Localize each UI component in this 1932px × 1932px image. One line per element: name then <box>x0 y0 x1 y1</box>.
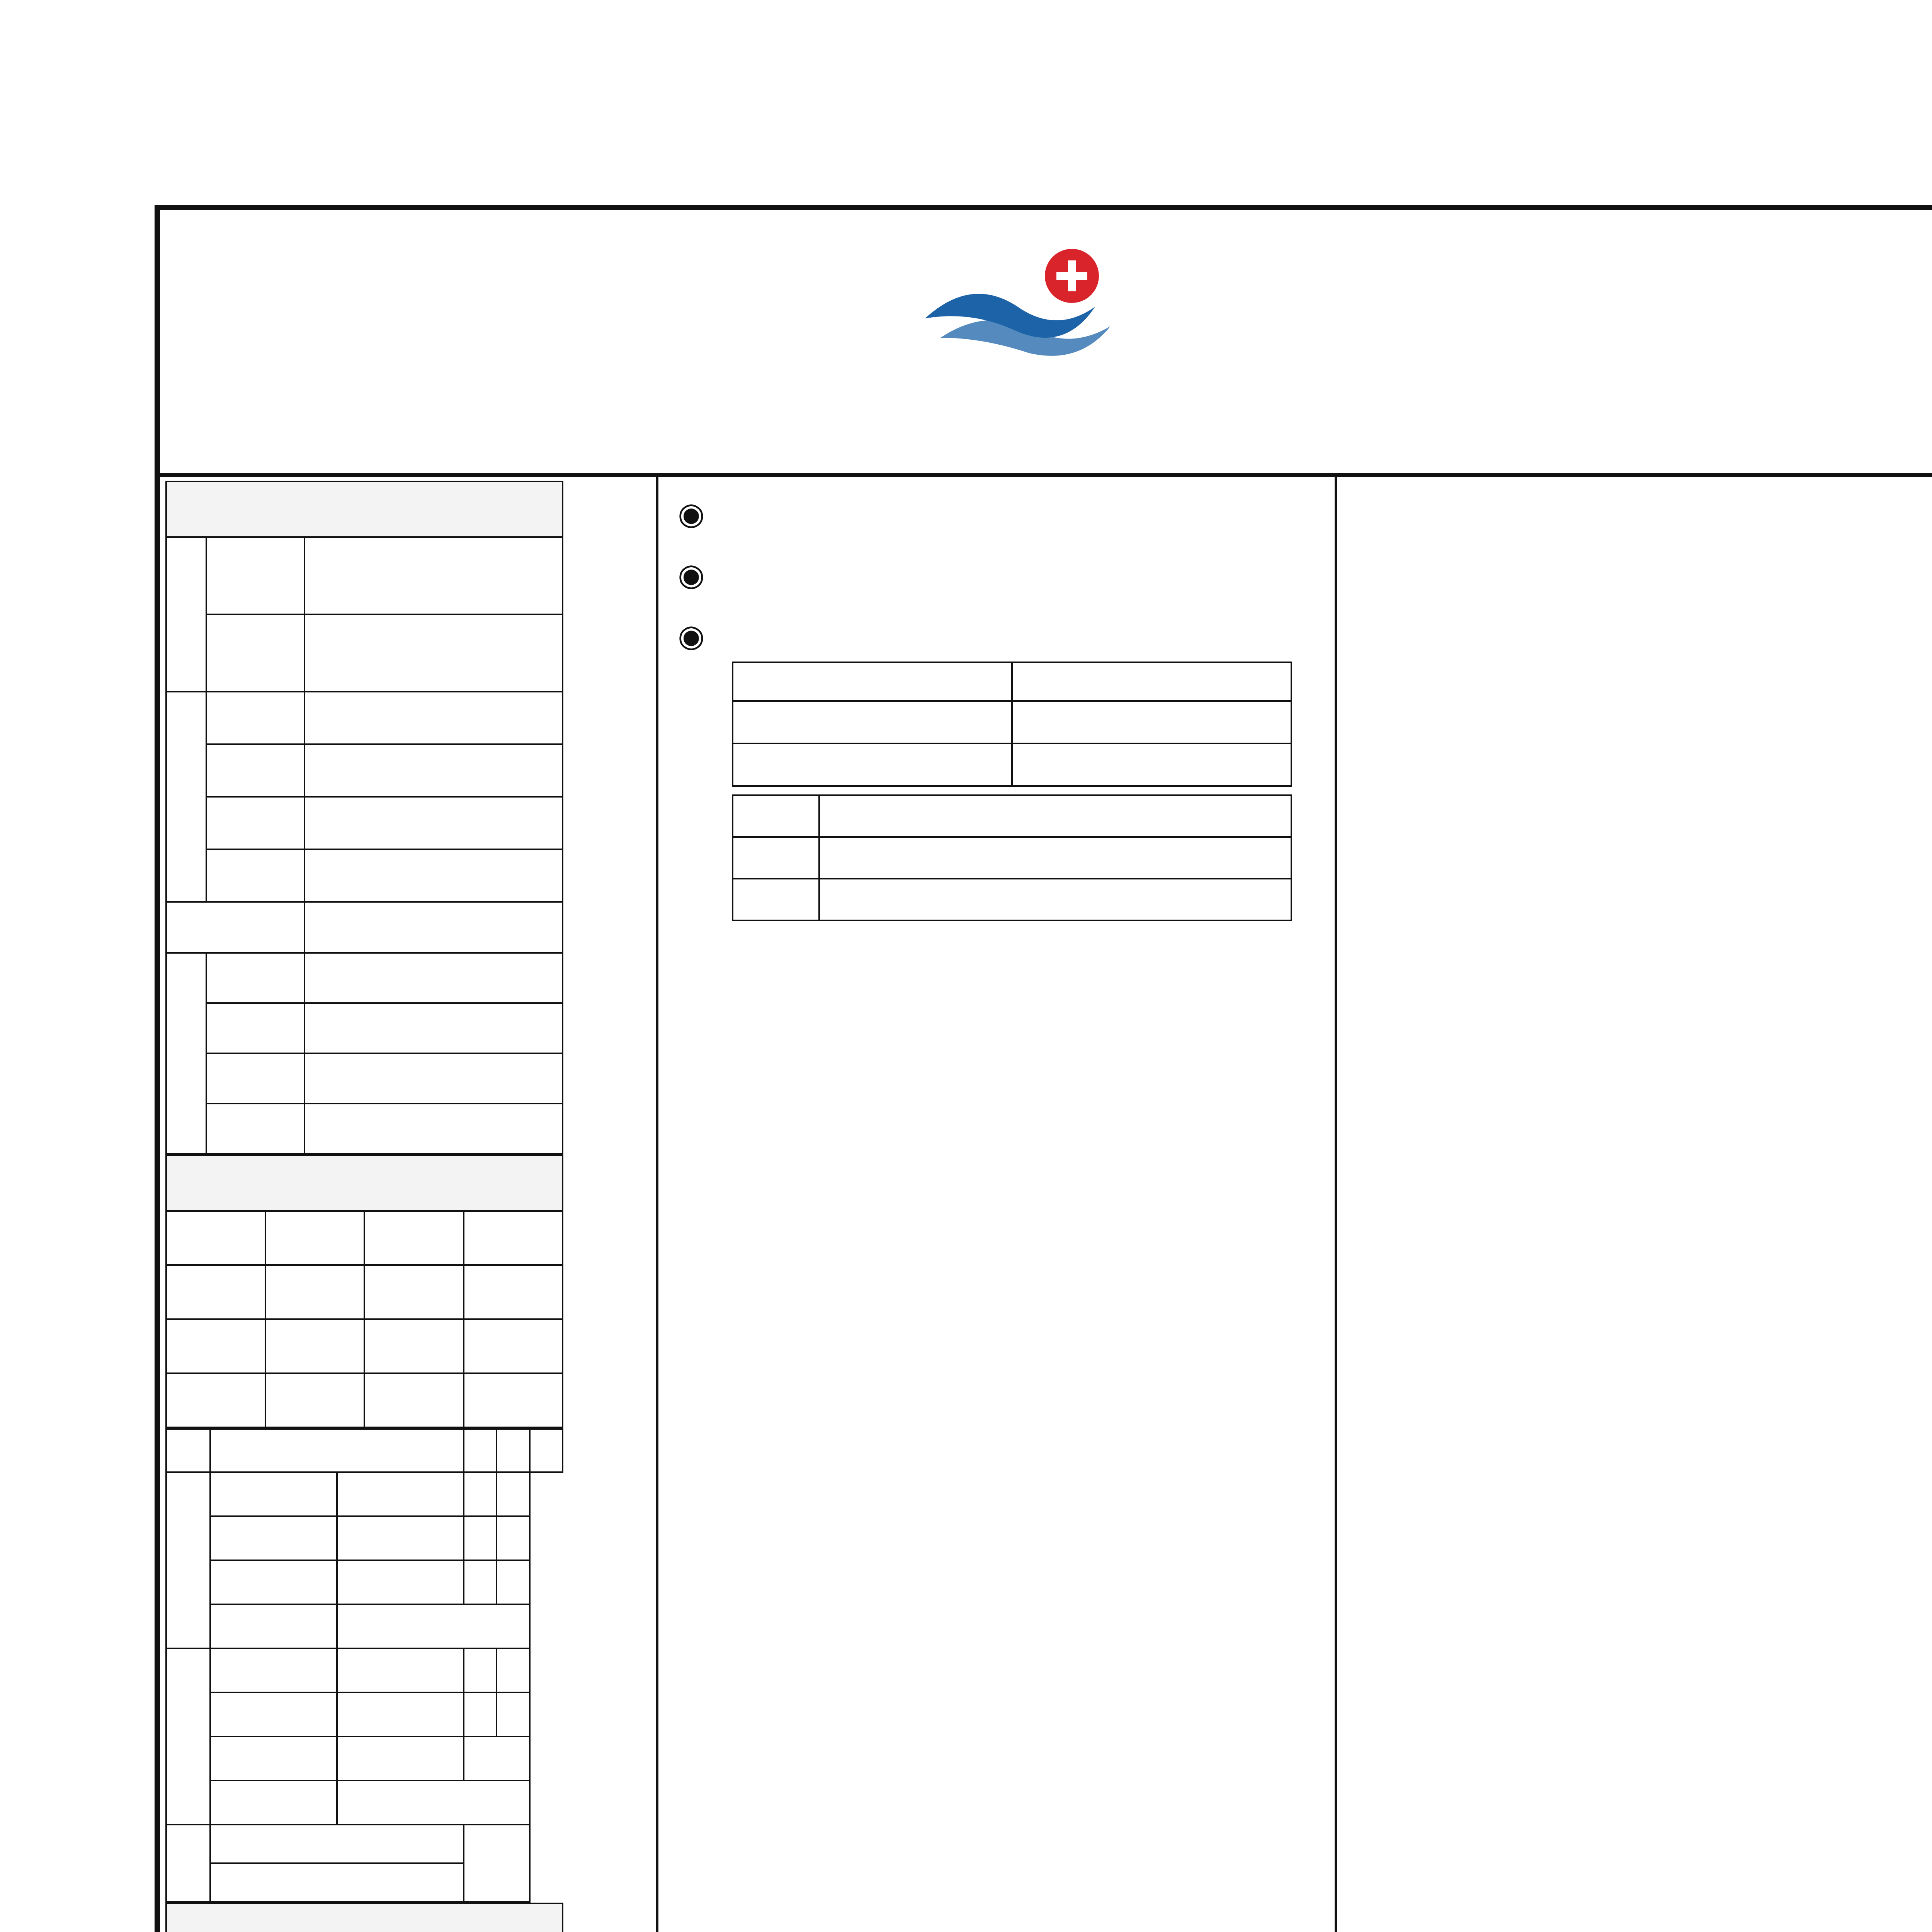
table-row <box>166 1692 563 1736</box>
catechism-cell <box>265 1265 365 1319</box>
middle-column <box>678 492 1327 939</box>
mass-day <box>206 537 304 614</box>
role-header <box>497 1429 530 1472</box>
mass-day <box>206 744 304 797</box>
weekday-label <box>166 692 206 902</box>
catechism-header <box>464 1211 563 1265</box>
catechism-header <box>166 1211 265 1265</box>
mass-time <box>210 1516 337 1560</box>
role-assignee <box>464 1472 497 1516</box>
catechism-header <box>364 1211 464 1265</box>
blessing-cell <box>733 743 1012 786</box>
offering-value <box>464 1825 530 1902</box>
role-assignee <box>464 1692 497 1736</box>
mass-time <box>304 797 563 849</box>
bullet-target-icon: ◉ <box>678 496 705 532</box>
catechism-cell <box>464 1373 563 1427</box>
section-title <box>678 614 1327 658</box>
sacrament-name <box>206 953 304 1003</box>
section-title <box>678 553 1327 597</box>
catechism-cell <box>265 1373 365 1427</box>
catechism-cell <box>166 1373 265 1427</box>
mass-time <box>210 1736 337 1781</box>
role-assignee <box>464 1560 497 1604</box>
catechism-cell <box>166 1265 265 1319</box>
bulletin-page <box>155 205 1932 1932</box>
table-row <box>733 701 1291 743</box>
catechism-cell <box>364 1265 464 1319</box>
blessing-header <box>733 662 1012 701</box>
family-role <box>733 837 819 879</box>
role-assignee <box>337 1692 464 1736</box>
sacrament-label <box>166 953 206 1154</box>
sunday-label <box>166 537 206 692</box>
table-row <box>166 1560 563 1604</box>
mass-time <box>304 849 563 902</box>
week-label <box>166 1472 210 1648</box>
role-assignee <box>497 1472 530 1516</box>
role-header <box>530 1429 563 1472</box>
sacrament-name <box>206 1104 304 1154</box>
table-row <box>166 1373 563 1427</box>
role-header <box>464 1429 497 1472</box>
finance-title <box>166 1903 563 1932</box>
role-assignee <box>497 1560 530 1604</box>
table-row <box>166 1516 563 1560</box>
offering-item <box>210 1863 464 1902</box>
role-assignee <box>464 1516 497 1560</box>
mass-time <box>210 1648 337 1692</box>
finance-table <box>165 1903 563 1932</box>
catechism-table <box>165 1155 563 1428</box>
table-row <box>166 1648 563 1692</box>
table-row <box>166 1319 563 1373</box>
week-label <box>166 1648 210 1825</box>
catechism-cell <box>166 1319 265 1373</box>
section-title <box>678 492 1327 536</box>
role-assignee <box>337 1736 464 1781</box>
notice-section <box>678 614 1327 921</box>
sacrament-time <box>304 1104 563 1154</box>
table-row <box>733 795 1291 837</box>
mass-time <box>210 1560 337 1604</box>
sacrament-time <box>304 953 563 1003</box>
marian-mass-label <box>166 902 304 953</box>
role-assignee <box>464 1736 530 1781</box>
blessing-cell <box>1012 701 1291 743</box>
table-row <box>166 1265 563 1319</box>
family-role <box>733 879 819 920</box>
marian-mass-value <box>304 902 563 953</box>
blessing-cell <box>733 701 1012 743</box>
liturgy-side-label <box>166 1429 210 1472</box>
mass-title <box>166 481 563 537</box>
family-role <box>733 795 819 837</box>
role-assignee <box>337 1516 464 1560</box>
mass-day <box>206 797 304 849</box>
catechism-cell <box>364 1319 464 1373</box>
masthead <box>732 233 1466 450</box>
bullet-target-icon: ◉ <box>678 557 705 593</box>
table-row <box>166 1472 563 1516</box>
role-assignee <box>464 1648 497 1692</box>
role-assignee <box>497 1516 530 1560</box>
blessing-cell <box>1012 743 1291 786</box>
table-row <box>166 1825 563 1863</box>
table-row <box>733 837 1291 879</box>
parish-logo-icon <box>917 241 1134 365</box>
catechism-cell <box>464 1265 563 1319</box>
mass-time <box>210 1604 337 1648</box>
liturgy-roles-table <box>165 1428 563 1903</box>
sacrament-time <box>304 1053 563 1104</box>
table-row <box>166 1781 563 1825</box>
role-assignee <box>337 1648 464 1692</box>
mass-day <box>206 849 304 902</box>
catechism-cell <box>464 1319 563 1373</box>
role-assignee <box>337 1472 464 1516</box>
mass-time <box>304 692 563 744</box>
mass-day <box>206 692 304 744</box>
notice-section <box>678 553 1327 597</box>
mass-schedule-table <box>165 481 563 1155</box>
left-column <box>165 481 563 1932</box>
offering-label <box>166 1825 210 1902</box>
sacrament-name <box>206 1053 304 1104</box>
role-assignee <box>497 1648 530 1692</box>
notice-section <box>678 492 1327 536</box>
offering-item <box>210 1825 464 1863</box>
family-name <box>819 795 1291 837</box>
bullet-target-icon: ◉ <box>678 618 705 654</box>
mass-time <box>210 1472 337 1516</box>
catechism-cell <box>364 1373 464 1427</box>
family-mass-table <box>732 794 1292 921</box>
blessing-header <box>1012 662 1291 701</box>
catechism-title <box>166 1155 563 1211</box>
sacrament-time <box>304 1003 563 1053</box>
mass-time <box>210 1692 337 1736</box>
table-row <box>733 879 1291 920</box>
table-row <box>733 743 1291 786</box>
catechism-header <box>265 1211 365 1265</box>
role-assignee <box>497 1692 530 1736</box>
family-name <box>819 837 1291 879</box>
role-assignee <box>337 1560 464 1604</box>
blessing-table <box>732 662 1292 787</box>
role-assignee <box>337 1604 530 1648</box>
role-assignee <box>337 1781 530 1825</box>
mass-time <box>304 744 563 797</box>
catechism-cell <box>265 1319 365 1373</box>
table-row <box>166 1736 563 1781</box>
table-row <box>166 1604 563 1648</box>
table-row <box>733 662 1291 701</box>
mass-time <box>210 1781 337 1825</box>
mass-day <box>206 614 304 692</box>
family-name <box>819 879 1291 920</box>
sacrament-name <box>206 1003 304 1053</box>
